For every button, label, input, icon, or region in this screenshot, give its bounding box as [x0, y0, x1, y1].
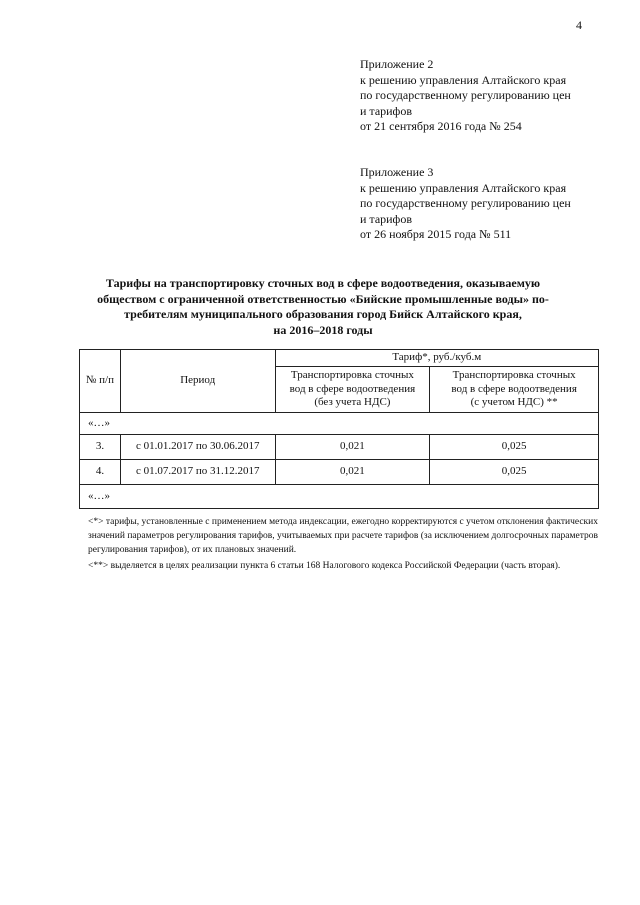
title-line-2: обществом с ограниченной ответственностью «Бийские промышленные воды» по- — [97, 291, 549, 306]
document-title — [78, 276, 568, 338]
appendix-2-line-2: к решению управления Алтайского края — [360, 72, 567, 87]
appendix-3-line-1: Приложение 3 — [360, 165, 434, 179]
appendix-2-line-4: и тарифов — [360, 103, 413, 118]
ellipsis-row-top: «…» — [80, 413, 599, 435]
appendix-2-header — [360, 57, 620, 135]
title-line-1: Тарифы на транспортировку сточных вод в сфере водоотведения, оказываемую — [105, 276, 541, 290]
appendix-3-line-3: по государственному регулированию цен — [360, 196, 571, 210]
header-num: № п/п — [80, 350, 121, 413]
header-without-vat-line-1: Транспортировка сточных — [290, 369, 414, 382]
header-without-vat-line-3: (без учета НДС) — [314, 396, 391, 409]
header-without-vat-line-2: вод в сфере водоотведения — [289, 382, 416, 395]
appendix-3-line-4: и тарифов — [360, 211, 413, 226]
footnote-2: <**> выделяется в целях реализации пункта 6 статьи 168 Налогового кодекса Российской Федерации (часть вторая). — [88, 561, 561, 571]
appendix-3-line-2: к решению управления Алтайского края — [360, 180, 567, 195]
header-with-vat-line-1: Транспортировка сточных — [452, 369, 576, 382]
ellipsis-row-bottom: «…» — [80, 485, 599, 509]
row-period: с 01.01.2017 по 30.06.2017 — [120, 435, 275, 460]
appendix-3-line-5: от 26 ноября 2015 года № 511 — [360, 227, 512, 241]
header-with-vat-line-3: (с учетом НДС) ** — [470, 396, 558, 409]
appendix-2-line-1: Приложение 2 — [360, 57, 434, 71]
header-with-vat — [430, 367, 599, 413]
appendix-2-line-5: от 21 сентября 2016 года № 254 — [360, 119, 522, 133]
table-row — [80, 435, 599, 460]
title-line-4: на 2016–2018 годы — [273, 322, 373, 337]
tariff-table — [79, 349, 599, 509]
page-number: 4 — [576, 18, 582, 32]
row-with-vat: 0,025 — [430, 460, 599, 485]
footnote-1: <*> тарифы, установленные с применением метода индексации, ежегодно корректируются с учетом отклонения фактических значений параметров регулирования тарифов, учитываемых при расчете тарифов (за исключением долгосрочных параметров регулирования тарифов), от их плановых значений. — [88, 517, 598, 555]
table-row — [80, 460, 599, 485]
row-without-vat: 0,021 — [275, 435, 430, 460]
footnotes — [88, 515, 598, 575]
row-num: 3. — [80, 435, 121, 460]
header-with-vat-line-2: вод в сфере водоотведения — [451, 382, 577, 395]
header-tariff-group: Тариф*, руб./куб.м — [275, 350, 598, 367]
header-period: Период — [120, 350, 275, 413]
row-with-vat: 0,025 — [430, 435, 599, 460]
row-period: с 01.07.2017 по 31.12.2017 — [120, 460, 275, 485]
header-without-vat — [275, 367, 430, 413]
row-without-vat: 0,021 — [275, 460, 430, 485]
appendix-3-header — [360, 165, 620, 243]
appendix-2-line-3: по государственному регулированию цен — [360, 88, 571, 102]
row-num: 4. — [80, 460, 121, 485]
title-line-3: требителям муниципального образования город Бийск Алтайского края, — [124, 307, 522, 321]
